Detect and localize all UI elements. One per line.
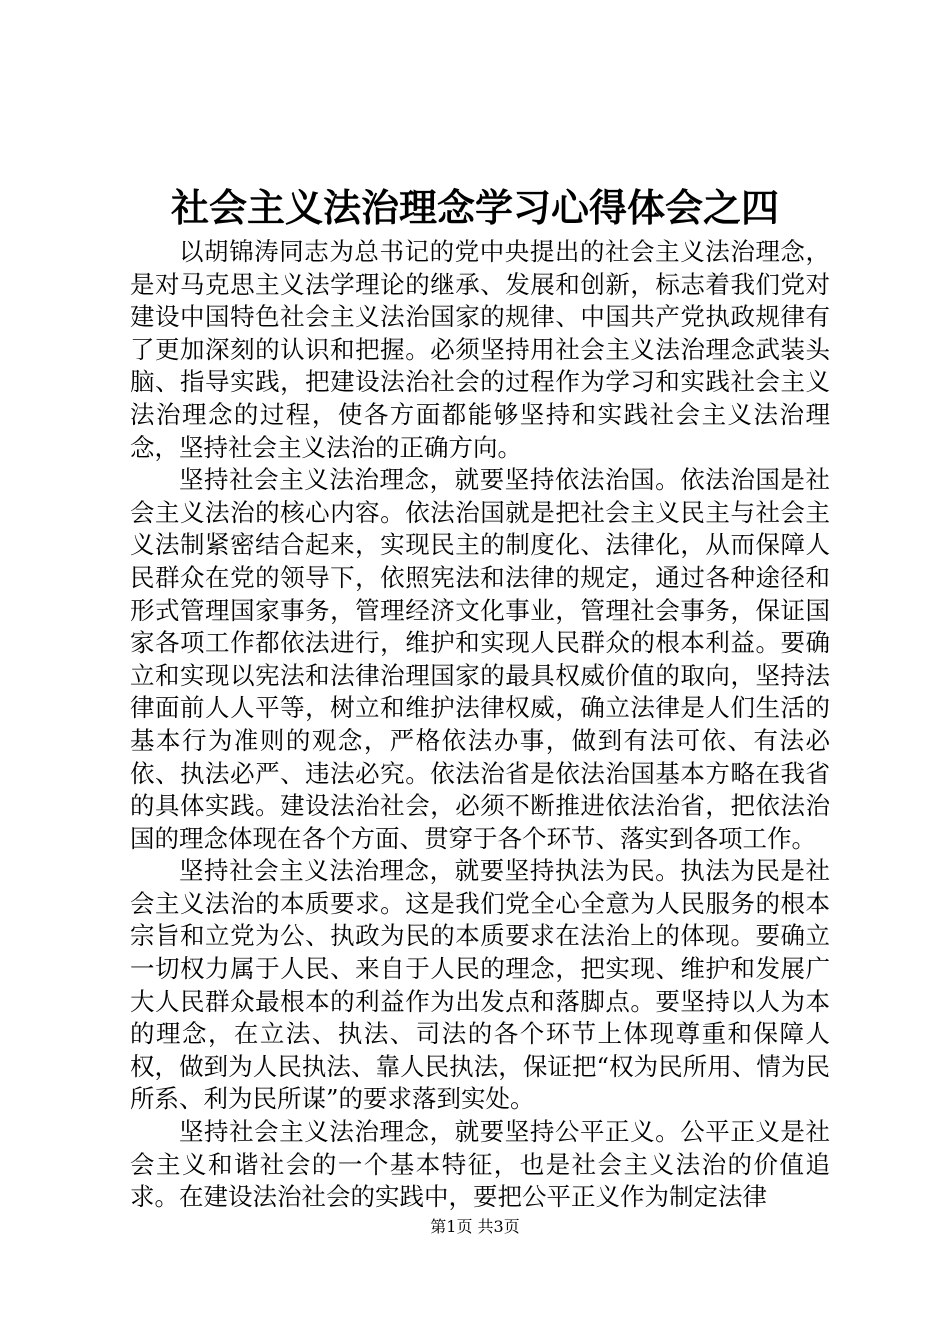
paragraph: 以胡锦涛同志为总书记的党中央提出的社会主义法治理念，是对马克思主义法学理论的继承、发展和创新，标志着我们党对建设中国特色社会主义法治国家的规律、中国共产党执政规律有了更加深刻的认识和把握。必须坚持用社会主义法治理念武装头脑、指导实践，把建设法治社会的过程作为学习和实践社会主义法治理念的过程，使各方面都能够坚持和实践社会主义法治理念，坚持社会主义法治的正确方向。 (130, 237, 830, 462)
page-number-footer: 第1页 共3页 (430, 1217, 520, 1236)
paragraph: 坚持社会主义法治理念，就要坚持公平正义。公平正义是社会主义和谐社会的一个基本特征，也是社会主义法治的价值追求。在建设法治社会的实践中，要把公平正义作为制定法律 (130, 1117, 830, 1212)
paragraph: 坚持社会主义法治理念，就要坚持依法治国。依法治国是社会主义法治的核心内容。依法治国就是把社会主义民主与社会主义法制紧密结合起来，实现民主的制度化、法律化，从而保障人民群众在党的领导下，依照宪法和法律的规定，通过各种途径和形式管理国家事务，管理经济文化事业，管理社会事务，保证国家各项工作都依法进行，维护和实现人民群众的根本利益。要确立和实现以宪法和法律治理国家的最具权威价值的取向，坚持法律面前人人平等，树立和维护法律权威，确立法律是人们生活的基本行为准则的观念，严格依法办事，做到有法可依、有法必依、执法必严、违法必究。依法治省是依法治国基本方略在我省的具体实践。建设法治社会，必须不断推进依法治省，把依法治国的理念体现在各个方面、贯穿于各个环节、落实到各项工作。 (130, 465, 830, 853)
document-body (130, 236, 830, 1214)
paragraph: 坚持社会主义法治理念，就要坚持执法为民。执法为民是社会主义法治的本质要求。这是我们党全心全意为人民服务的根本宗旨和立党为公、执政为民的本质要求在法治上的体现。要确立一切权力属于人民、来自于人民的理念，把实现、维护和发展广大人民群众最根本的利益作为出发点和落脚点。要坚持以人为本的理念，在立法、执法、司法的各个环节上体现尊重和保障人权，做到为人民执法、靠人民执法，保证把“权为民所用、情为民所系、利为民所谋”的要求落到实处。 (130, 856, 830, 1114)
document-title: 社会主义法治理念学习心得体会之四 (170, 185, 779, 230)
